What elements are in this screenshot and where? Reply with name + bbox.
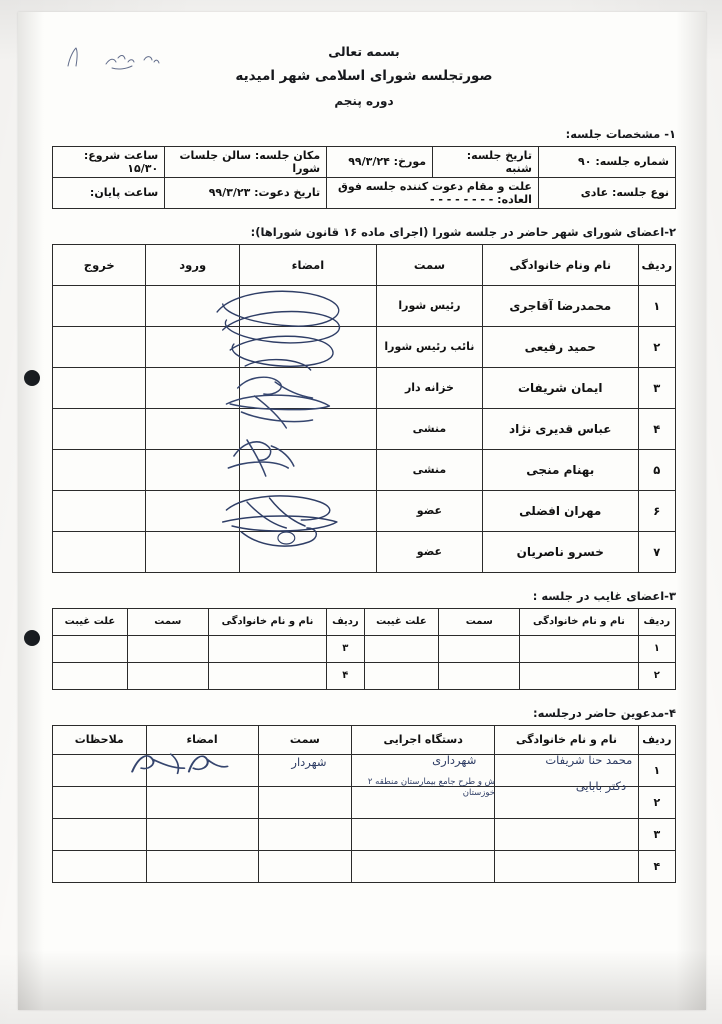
meeting-type-cell bbox=[538, 177, 675, 208]
meeting-end-cell bbox=[53, 177, 165, 208]
col-index-right: ردیف bbox=[638, 608, 675, 635]
member-exit bbox=[53, 408, 146, 449]
member-index: ۲ bbox=[638, 326, 675, 367]
guest-notes bbox=[53, 850, 147, 882]
meeting-number-value: ۹۰ bbox=[578, 155, 592, 169]
member-role: رئیس شورا bbox=[376, 285, 482, 326]
meeting-date-label: مورخ: bbox=[393, 155, 427, 169]
absent-index-left: ۴ bbox=[327, 662, 364, 689]
absent-name-right bbox=[520, 635, 638, 662]
absent-reason-right bbox=[364, 662, 439, 689]
scan-shadow-right bbox=[676, 12, 706, 1010]
section-title-absent-members: ۳-اعضای غایب در جلسه : bbox=[532, 588, 676, 603]
absent-name-left bbox=[208, 635, 326, 662]
guest-name-handwritten-2: دکتر بابایی bbox=[575, 778, 627, 793]
member-role: خزانه دار bbox=[376, 367, 482, 408]
col-entry: ورود bbox=[146, 244, 239, 285]
extraordinary-reason-value: - - - - - - - - bbox=[429, 192, 494, 206]
invitation-date-cell bbox=[165, 177, 327, 208]
meeting-place-cell bbox=[165, 146, 327, 177]
guests-table bbox=[52, 725, 676, 883]
scan-shadow-bottom bbox=[18, 950, 706, 1010]
table-header-row bbox=[53, 244, 676, 285]
col-role: سمت bbox=[376, 244, 482, 285]
member-entry bbox=[146, 326, 239, 367]
member-index: ۵ bbox=[638, 449, 675, 490]
member-entry bbox=[146, 367, 239, 408]
guest-organization-handwritten-1: شهرداری bbox=[432, 752, 477, 767]
table-row bbox=[53, 449, 676, 490]
section-title-guests: ۴-مدعوین حاضر درجلسه: bbox=[533, 705, 676, 720]
guest-organization bbox=[352, 754, 495, 786]
absent-role-right bbox=[439, 662, 520, 689]
guest-signature bbox=[146, 786, 258, 818]
present-members-table bbox=[52, 244, 676, 573]
member-index: ۴ bbox=[638, 408, 675, 449]
guest-role bbox=[258, 818, 351, 850]
guest-notes bbox=[53, 786, 147, 818]
absent-reason-left bbox=[53, 662, 128, 689]
guest-organization bbox=[352, 786, 495, 818]
absent-index-right: ۲ bbox=[638, 662, 675, 689]
guest-name bbox=[495, 818, 638, 850]
guest-index: ۱ bbox=[638, 754, 675, 786]
member-exit bbox=[53, 285, 146, 326]
table-row bbox=[53, 177, 676, 208]
meeting-day-label: تاریخ جلسه: bbox=[466, 148, 532, 162]
meeting-end-label: ساعت پایان: bbox=[89, 186, 159, 200]
member-entry bbox=[146, 531, 239, 572]
table-row bbox=[53, 662, 676, 689]
member-signature bbox=[239, 449, 376, 490]
table-row bbox=[53, 850, 676, 882]
document-subtitle: دوره پنجم bbox=[334, 93, 394, 108]
table-header-row bbox=[53, 608, 676, 635]
member-exit bbox=[53, 367, 146, 408]
guest-name bbox=[495, 786, 638, 818]
member-name: خسرو ناصریان bbox=[482, 531, 638, 572]
scan-shadow-left bbox=[18, 12, 44, 1010]
member-name: محمدرضا آقاجری bbox=[482, 285, 638, 326]
absent-role-right bbox=[439, 635, 520, 662]
absent-members-table bbox=[52, 608, 676, 690]
guest-signature bbox=[146, 850, 258, 882]
col-index: ردیف bbox=[638, 725, 675, 754]
col-reason-left: علت غیبت bbox=[53, 608, 128, 635]
member-entry bbox=[146, 408, 239, 449]
col-exit: خروج bbox=[53, 244, 146, 285]
col-role-right: سمت bbox=[439, 608, 520, 635]
member-index: ۳ bbox=[638, 367, 675, 408]
meeting-number-cell bbox=[538, 146, 675, 177]
invitation-date-value: ۹۹/۳/۲۳ bbox=[208, 186, 251, 200]
table-row bbox=[53, 367, 676, 408]
document-sheet bbox=[18, 12, 706, 1010]
table-row bbox=[53, 408, 676, 449]
absent-index-left: ۳ bbox=[327, 635, 364, 662]
table-row bbox=[53, 490, 676, 531]
meeting-info-table bbox=[52, 146, 676, 209]
member-name: حمید رفیعی bbox=[482, 326, 638, 367]
table-row bbox=[53, 754, 676, 786]
member-exit bbox=[53, 449, 146, 490]
guest-organization-handwritten-2: ش و طرح جامع بیمارستان منطقه ۲ خوزستان bbox=[367, 776, 496, 799]
meeting-start-label: ساعت شروع: bbox=[83, 148, 159, 162]
col-notes: ملاحظات bbox=[53, 725, 147, 754]
member-role: عضو bbox=[376, 531, 482, 572]
col-signature: امضاء bbox=[239, 244, 376, 285]
col-fullname: نام ونام خانوادگی bbox=[482, 244, 638, 285]
member-signature bbox=[239, 531, 376, 572]
member-name: ایمان شریفات bbox=[482, 367, 638, 408]
member-exit bbox=[53, 490, 146, 531]
member-signature bbox=[239, 490, 376, 531]
guest-index: ۲ bbox=[638, 786, 675, 818]
guest-name-handwritten-1: محمد حنا شریفات bbox=[545, 752, 633, 767]
table-row bbox=[53, 786, 676, 818]
col-signature: امضاء bbox=[146, 725, 258, 754]
guest-notes bbox=[53, 754, 147, 786]
col-fullname-right: نام و نام خانوادگی bbox=[520, 608, 638, 635]
document-content bbox=[52, 42, 676, 883]
col-index-left: ردیف bbox=[327, 608, 364, 635]
table-row bbox=[53, 326, 676, 367]
meeting-date-value: ۹۹/۳/۲۴ bbox=[348, 155, 390, 169]
table-header-row bbox=[53, 725, 676, 754]
col-role: سمت bbox=[258, 725, 351, 754]
guest-organization bbox=[352, 818, 495, 850]
absent-reason-left bbox=[53, 635, 128, 662]
member-index: ۱ bbox=[638, 285, 675, 326]
meeting-type-value: عادی bbox=[580, 186, 609, 200]
member-exit bbox=[53, 326, 146, 367]
col-index: ردیف bbox=[638, 244, 675, 285]
bismillah-line: بسمه تعالی bbox=[328, 44, 400, 59]
guest-name bbox=[495, 754, 638, 786]
meeting-place-label: مکان جلسه: bbox=[254, 148, 321, 162]
guest-role bbox=[258, 786, 351, 818]
meeting-place-value: سالن جلسات شورا bbox=[179, 148, 321, 175]
table-row bbox=[53, 635, 676, 662]
member-index: ۶ bbox=[638, 490, 675, 531]
member-role: نائب رئیس شورا bbox=[376, 326, 482, 367]
member-signature bbox=[239, 285, 376, 326]
absent-role-left bbox=[127, 662, 208, 689]
guest-role-handwritten-1: شهردار bbox=[291, 754, 327, 769]
meeting-date-cell bbox=[327, 146, 433, 177]
table-row bbox=[53, 531, 676, 572]
col-reason-right: علت غیبت bbox=[364, 608, 439, 635]
table-row bbox=[53, 285, 676, 326]
section-title-meeting-info: ۱- مشخصات جلسه: bbox=[565, 126, 676, 141]
col-fullname: نام و نام خانوادگی bbox=[495, 725, 638, 754]
meeting-day-cell bbox=[433, 146, 539, 177]
member-name: عباس قدیری نژاد bbox=[482, 408, 638, 449]
meeting-day-value: شنبه bbox=[505, 161, 532, 175]
invitation-date-label: تاریخ دعوت: bbox=[254, 186, 321, 200]
member-exit bbox=[53, 531, 146, 572]
member-index: ۷ bbox=[638, 531, 675, 572]
member-entry bbox=[146, 490, 239, 531]
absent-name-left bbox=[208, 662, 326, 689]
guest-role bbox=[258, 754, 351, 786]
member-name: بهنام منجی bbox=[482, 449, 638, 490]
absent-role-left bbox=[127, 635, 208, 662]
extraordinary-reason-cell bbox=[327, 177, 539, 208]
extraordinary-reason-label: علت و مقام دعوت کننده جلسه فوق العاده: bbox=[338, 179, 532, 206]
meeting-number-label: شماره جلسه: bbox=[595, 155, 669, 169]
member-name: مهران افضلی bbox=[482, 490, 638, 531]
absent-name-right bbox=[520, 662, 638, 689]
member-entry bbox=[146, 285, 239, 326]
table-row bbox=[53, 818, 676, 850]
guest-index: ۳ bbox=[638, 818, 675, 850]
guest-organization bbox=[352, 850, 495, 882]
guest-signature bbox=[146, 818, 258, 850]
absent-reason-right bbox=[364, 635, 439, 662]
meeting-start-cell bbox=[53, 146, 165, 177]
member-entry bbox=[146, 449, 239, 490]
guest-notes bbox=[53, 818, 147, 850]
document-header bbox=[52, 42, 676, 111]
guest-name bbox=[495, 850, 638, 882]
document-title: صورتجلسه شورای اسلامی شهر امیدیه bbox=[235, 68, 493, 84]
member-signature bbox=[239, 367, 376, 408]
member-signature bbox=[239, 326, 376, 367]
col-role-left: سمت bbox=[127, 608, 208, 635]
member-signature bbox=[239, 408, 376, 449]
guest-signature bbox=[146, 754, 258, 786]
guest-role bbox=[258, 850, 351, 882]
col-fullname-left: نام و نام خانوادگی bbox=[208, 608, 326, 635]
absent-index-right: ۱ bbox=[638, 635, 675, 662]
meeting-start-value: ۱۵/۳۰ bbox=[127, 161, 159, 175]
section-title-present-members: ۲-اعضای شورای شهر حاضر در جلسه شورا (اجرای ماده ۱۶ قانون شوراها): bbox=[250, 224, 676, 239]
member-role: عضو bbox=[376, 490, 482, 531]
meeting-type-label: نوع جلسه: bbox=[611, 186, 669, 200]
guest-index: ۴ bbox=[638, 850, 675, 882]
table-row bbox=[53, 146, 676, 177]
member-role: منشی bbox=[376, 408, 482, 449]
member-role: منشی bbox=[376, 449, 482, 490]
col-organization: دستگاه اجرایی bbox=[352, 725, 495, 754]
